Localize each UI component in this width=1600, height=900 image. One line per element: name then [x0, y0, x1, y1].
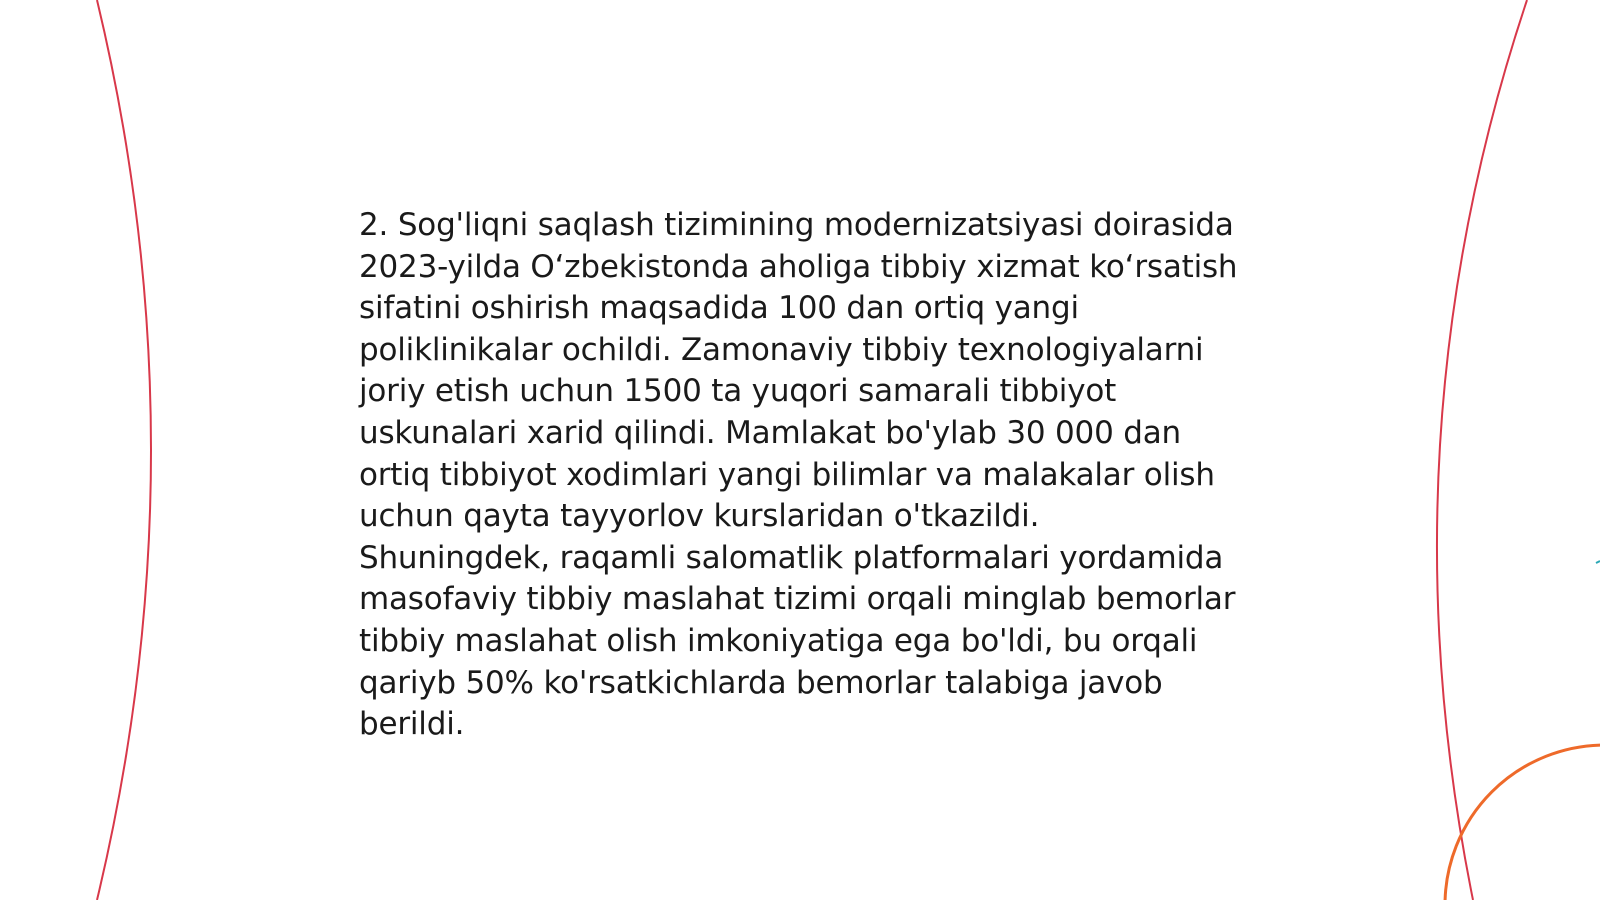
left-red-arc [97, 0, 151, 900]
slide-paragraph: 2. Sog'liqni saqlash tizimining modernizatsiyasi doirasida 2023-yilda O‘zbekistonda aholiga tibbiy xizmat ko‘rsatish sifatini oshirish maqsadida 100 dan ortiq yangi poliklinikalar ochildi. Zamonaviy tibbiy texnologiyalarni joriy etish uchun 1500 ta yuqori samarali tibbiyot uskunalari xarid qilindi. Mamlakat bo'ylab 30 000 dan ortiq tibbiyot xodimlari yangi bilimlar va malakalar olish uchun qayta tayyorlov kurslaridan o'tkazildi. Shuningdek, raqamli salomatlik platformalari yordamida masofaviy tibbiy maslahat tizimi orqali minglab bemorlar tibbiy maslahat olish imkoniyatiga ega bo'ldi, bu orqali qariyb 50% ko'rsatkichlarda bemorlar talabiga javob berildi. [359, 207, 1238, 743]
right-red-arc [1437, 0, 1527, 900]
teal-accent-mark [1596, 561, 1600, 563]
